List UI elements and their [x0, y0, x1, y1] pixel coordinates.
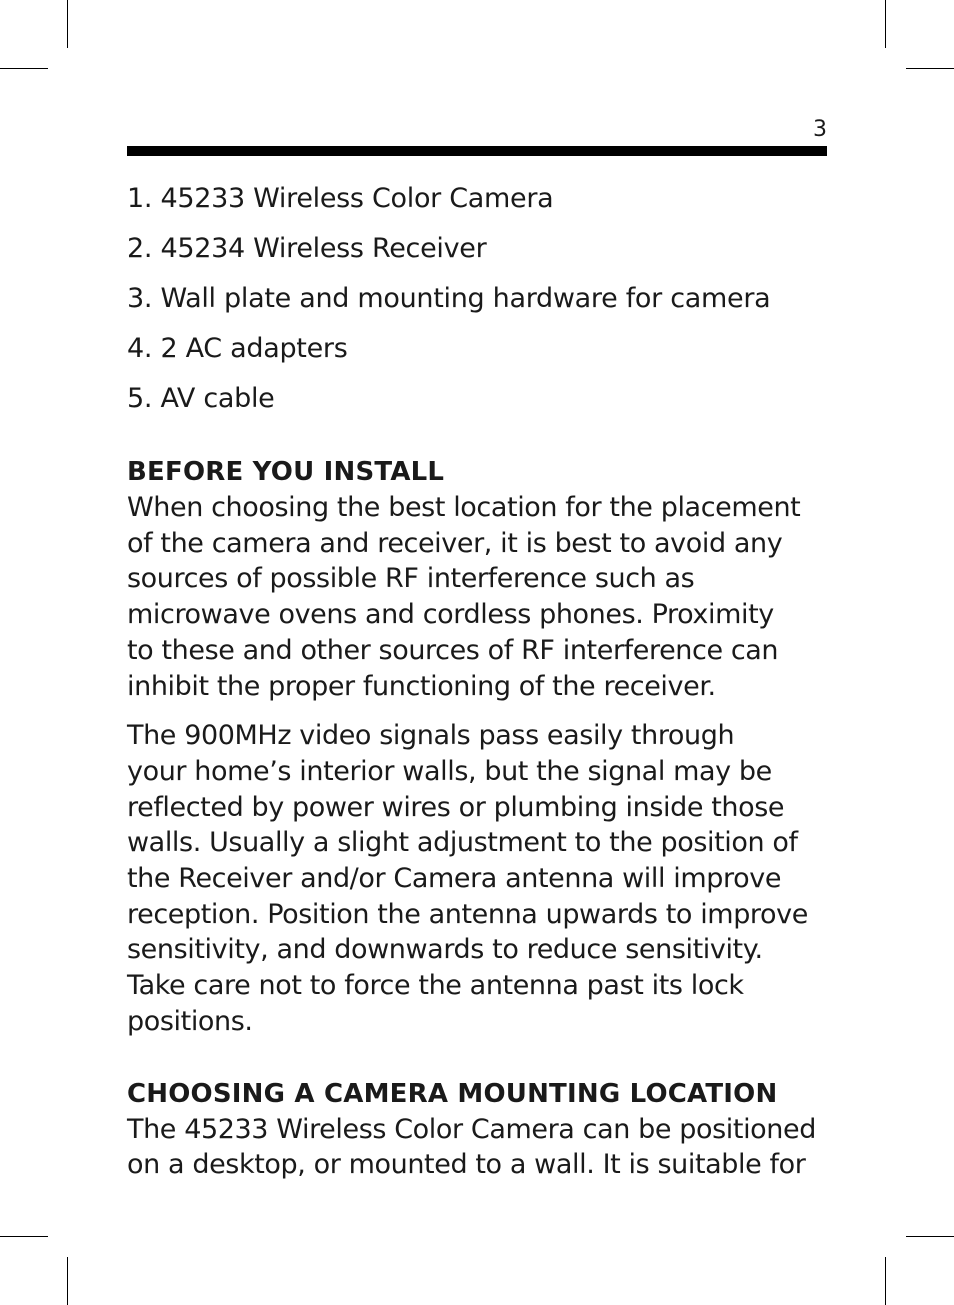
text-line: on a desktop, or mounted to a wall. It is suitable for	[127, 1149, 806, 1181]
list-item: 4. 2 AC adapters	[127, 333, 348, 364]
section-heading-mounting-location: CHOOSING A CAMERA MOUNTING LOCATION	[127, 1078, 778, 1109]
text-line: sensitivity, and downwards to reduce sensitivity.	[127, 934, 763, 966]
header-rule	[127, 146, 827, 156]
text-line: reception. Position the antenna upwards to improve	[127, 898, 808, 930]
text-line: inhibit the proper functioning of the receiver.	[127, 670, 716, 702]
list-item: 3. Wall plate and mounting hardware for camera	[127, 283, 771, 314]
text-line: the Receiver and/or Camera antenna will improve	[127, 863, 782, 895]
text-line: positions.	[127, 1005, 253, 1037]
crop-mark-bottom-right-vertical	[885, 1257, 886, 1305]
list-item: 5. AV cable	[127, 383, 275, 414]
mounting-location-paragraph-1	[127, 1112, 827, 1183]
text-line: to these and other sources of RF interference can	[127, 634, 779, 666]
before-install-paragraph-1	[127, 490, 827, 704]
text-line: walls. Usually a slight adjustment to the position of	[127, 827, 798, 859]
text-line: of the camera and receiver, it is best to avoid any	[127, 527, 783, 559]
text-line: The 45233 Wireless Color Camera can be positioned	[127, 1113, 816, 1145]
crop-mark-top-left-vertical	[67, 0, 68, 48]
text-line: microwave ovens and cordless phones. Proximity	[127, 599, 774, 631]
crop-mark-top-right-vertical	[885, 0, 886, 48]
crop-mark-bottom-right-horizontal	[906, 1236, 954, 1237]
text-line: reflected by power wires or plumbing inside those	[127, 791, 785, 823]
page-content	[127, 174, 827, 1183]
text-line: sources of possible RF interference such as	[127, 563, 695, 595]
text-line: The 900MHz video signals pass easily through	[127, 720, 735, 752]
crop-mark-bottom-left-horizontal	[0, 1236, 48, 1237]
list-item: 1. 45233 Wireless Color Camera	[127, 183, 554, 214]
text-line: When choosing the best location for the placement	[127, 492, 801, 523]
before-install-paragraph-2	[127, 718, 827, 1039]
parts-list	[127, 174, 827, 424]
crop-mark-bottom-left-vertical	[67, 1257, 68, 1305]
crop-mark-top-right-horizontal	[906, 68, 954, 69]
crop-mark-top-left-horizontal	[0, 68, 48, 69]
list-item: 2. 45234 Wireless Receiver	[127, 233, 487, 264]
text-line: Take care not to force the antenna past its lock	[127, 970, 744, 1002]
text-line: your home’s interior walls, but the signal may be	[127, 755, 772, 787]
section-heading-before-install: BEFORE YOU INSTALL	[127, 457, 445, 487]
page-number: 3	[813, 117, 827, 142]
